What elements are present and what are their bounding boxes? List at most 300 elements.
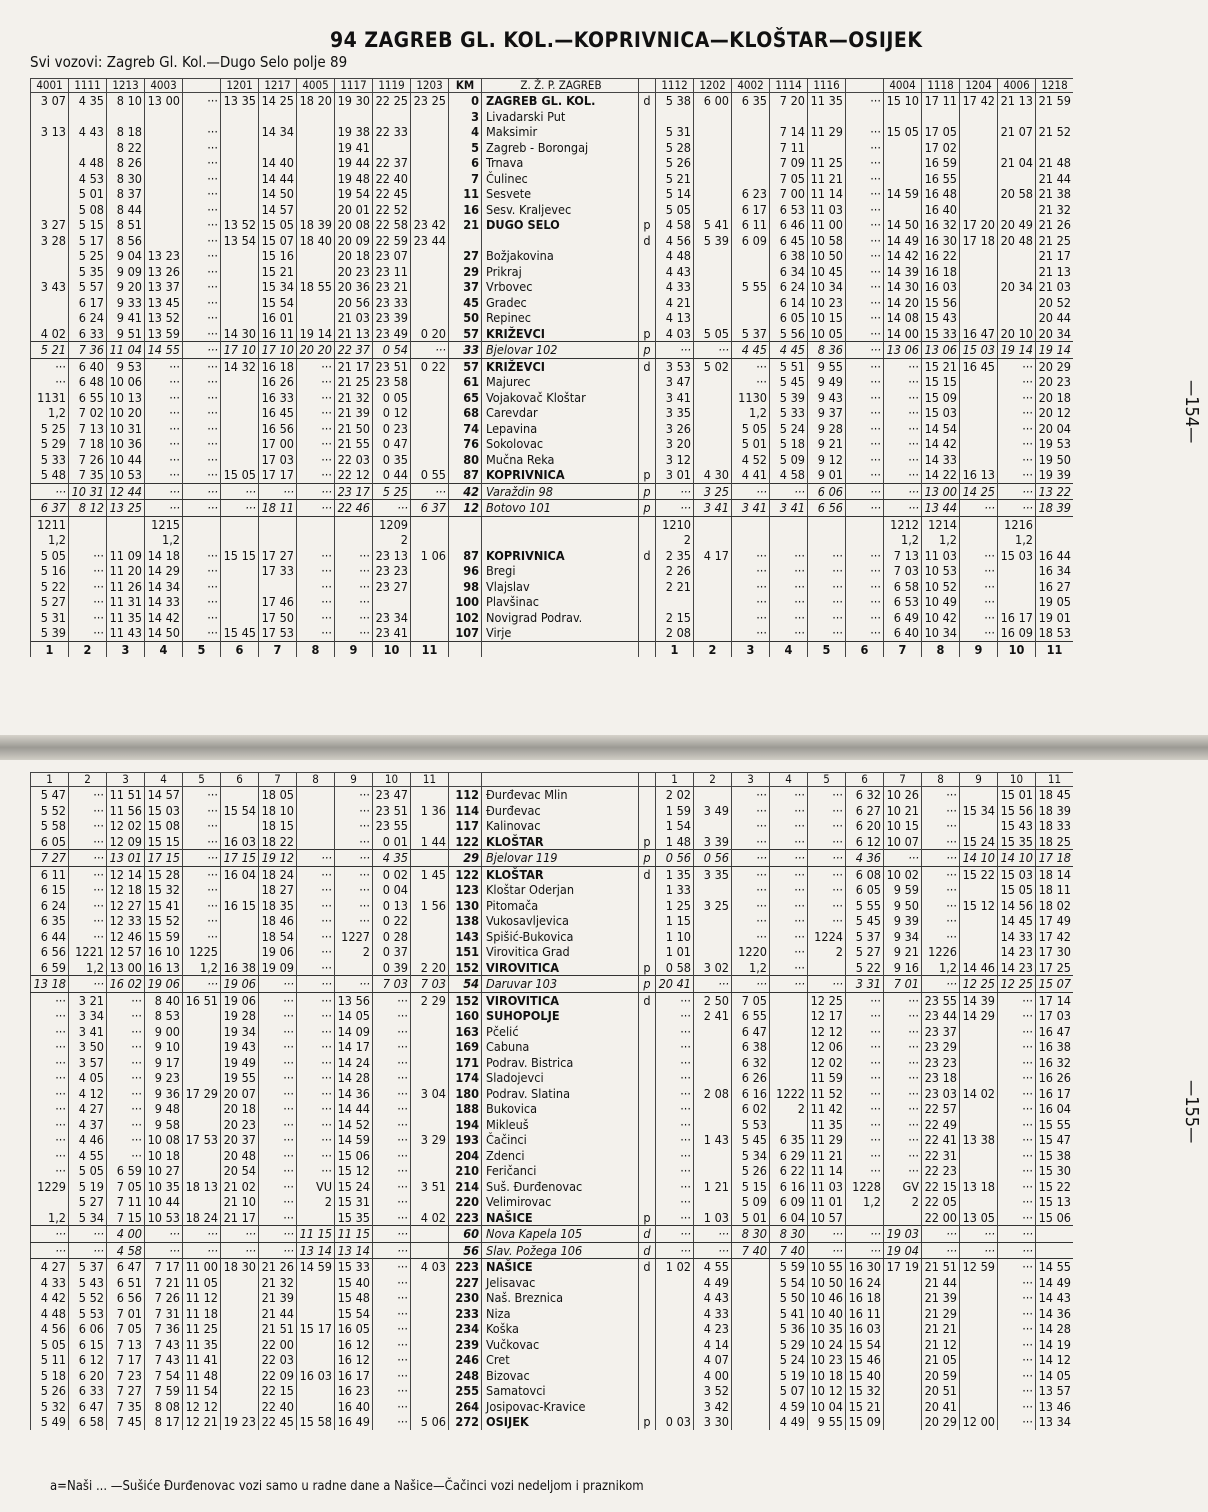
return-time: 14 30 xyxy=(884,279,922,295)
return-time: 11 59 xyxy=(808,1070,846,1086)
km-marker: 163 xyxy=(449,1024,482,1040)
departure-time: 8 10 xyxy=(107,93,145,109)
km-marker: 29 xyxy=(449,264,482,280)
return-time: 15 09 xyxy=(922,390,960,406)
return-time: 9 21 xyxy=(808,436,846,452)
return-time xyxy=(770,1117,808,1133)
station-row xyxy=(31,436,1074,452)
return-time: 17 42 xyxy=(960,93,998,109)
km-marker: 152 xyxy=(449,992,482,1008)
departure-time: 12 57 xyxy=(107,944,145,960)
column-header: 4002 xyxy=(732,79,770,93)
departure-time xyxy=(221,594,259,610)
column-number xyxy=(639,773,656,787)
return-time: 14 42 xyxy=(884,248,922,264)
departure-time: 8 40 xyxy=(145,992,183,1008)
return-time: ··· xyxy=(998,421,1036,437)
departure-time: ··· xyxy=(297,1055,335,1071)
arrival-departure-marker xyxy=(639,1275,656,1291)
departure-time: 16 02 xyxy=(107,976,145,993)
departure-time: ··· xyxy=(335,594,373,610)
return-time: 6 16 xyxy=(770,1179,808,1195)
departure-time: ··· xyxy=(373,1306,411,1322)
return-time: 2 02 xyxy=(656,787,694,803)
departure-time xyxy=(411,1163,449,1179)
return-time xyxy=(960,248,998,264)
return-time: 15 40 xyxy=(846,1368,884,1384)
return-time: ··· xyxy=(884,405,922,421)
departure-time xyxy=(31,202,69,218)
station-name: Mučna Reka xyxy=(482,452,639,468)
departure-time: ··· xyxy=(107,1132,145,1148)
return-time: 15 06 xyxy=(1036,1210,1074,1226)
departure-time: 1,2 xyxy=(145,532,183,548)
departure-time: ··· xyxy=(183,264,221,280)
departure-time: 19 34 xyxy=(221,1024,259,1040)
km-marker: 29 xyxy=(449,850,482,867)
departure-time: 7 13 xyxy=(107,1337,145,1353)
return-time: 5 26 xyxy=(656,155,694,171)
return-time: ··· xyxy=(732,787,770,803)
return-time: 19 05 xyxy=(1036,594,1074,610)
return-time: ··· xyxy=(770,834,808,850)
departure-time xyxy=(221,248,259,264)
departure-time: 20 23 xyxy=(335,264,373,280)
departure-time: ··· xyxy=(69,610,107,626)
departure-time: ··· xyxy=(373,1259,411,1275)
return-time: 20 29 xyxy=(1036,358,1074,374)
departure-time xyxy=(411,248,449,264)
departure-time: 3 27 xyxy=(31,217,69,233)
departure-time xyxy=(145,233,183,249)
departure-time: 19 12 xyxy=(259,850,297,867)
column-header xyxy=(183,79,221,93)
return-time: 21 21 xyxy=(922,1321,960,1337)
return-time xyxy=(1036,140,1074,156)
departure-time: 6 40 xyxy=(69,358,107,374)
departure-time: ··· xyxy=(259,1194,297,1210)
return-time xyxy=(998,264,1036,280)
return-time: 16 24 xyxy=(846,1275,884,1291)
return-time xyxy=(694,610,732,626)
return-time: 16 22 xyxy=(922,248,960,264)
arrival-departure-marker: p xyxy=(639,976,656,993)
departure-time: 7 36 xyxy=(69,342,107,359)
return-time: 10 02 xyxy=(884,866,922,882)
return-time xyxy=(694,171,732,187)
arrival-departure-marker xyxy=(639,1368,656,1384)
return-time: ··· xyxy=(656,992,694,1008)
departure-time: ··· xyxy=(183,787,221,803)
return-time: ··· xyxy=(732,563,770,579)
departure-time: 19 06 xyxy=(259,944,297,960)
return-time: ··· xyxy=(732,818,770,834)
return-time xyxy=(694,124,732,140)
return-time: 5 22 xyxy=(846,960,884,976)
return-time: 16 55 xyxy=(922,171,960,187)
return-time: 6 05 xyxy=(846,882,884,898)
return-time: 3 35 xyxy=(656,405,694,421)
return-time: 21 26 xyxy=(1036,217,1074,233)
departure-time: 15 12 xyxy=(335,1163,373,1179)
return-time: 4 58 xyxy=(656,217,694,233)
departure-time xyxy=(221,1321,259,1337)
arrival-departure-marker xyxy=(639,248,656,264)
departure-time: 18 13 xyxy=(183,1179,221,1195)
return-time: 7 11 xyxy=(770,140,808,156)
departure-time: ··· xyxy=(145,436,183,452)
return-time: 1,2 xyxy=(884,532,922,548)
departure-time: 4 48 xyxy=(69,155,107,171)
departure-time: ··· xyxy=(183,882,221,898)
return-time: 8 36 xyxy=(808,342,846,359)
return-time xyxy=(998,140,1036,156)
return-time: ··· xyxy=(846,248,884,264)
return-time: 2 15 xyxy=(656,610,694,626)
return-time: ··· xyxy=(884,452,922,468)
departure-time: 5 25 xyxy=(373,483,411,500)
departure-time: ··· xyxy=(297,1008,335,1024)
arrival-departure-marker: p xyxy=(639,850,656,867)
return-time: 15 32 xyxy=(846,1383,884,1399)
departure-time: 1209 xyxy=(373,516,411,532)
return-time: ··· xyxy=(998,1368,1036,1384)
return-time xyxy=(656,1337,694,1353)
timetable-upper xyxy=(30,78,1073,657)
departure-time: 13 59 xyxy=(145,326,183,342)
return-time: 9 55 xyxy=(808,1414,846,1430)
departure-time: ··· xyxy=(183,929,221,945)
station-name: Feričanci xyxy=(482,1163,639,1179)
return-time: 21 03 xyxy=(1036,279,1074,295)
column-number: 1 xyxy=(31,641,69,657)
return-time xyxy=(960,390,998,406)
departure-time: ··· xyxy=(183,579,221,595)
departure-time: 19 23 xyxy=(221,1414,259,1430)
departure-time: 13 23 xyxy=(145,248,183,264)
departure-time: 7 01 xyxy=(107,1306,145,1322)
departure-time xyxy=(411,109,449,125)
station-name: Vojakovač Kloštar xyxy=(482,390,639,406)
return-time: 14 49 xyxy=(884,233,922,249)
departure-time: 16 12 xyxy=(335,1337,373,1353)
station-name xyxy=(482,233,639,249)
departure-time: 16 33 xyxy=(259,390,297,406)
return-time: 5 45 xyxy=(770,374,808,390)
departure-time: 7 43 xyxy=(145,1352,183,1368)
departure-time: 13 54 xyxy=(221,233,259,249)
departure-time: ··· xyxy=(107,1024,145,1040)
return-time: 5 37 xyxy=(732,326,770,342)
departure-time xyxy=(221,929,259,945)
departure-time: 7 23 xyxy=(107,1368,145,1384)
departure-time: 23 25 xyxy=(411,93,449,109)
return-time: 6 58 xyxy=(884,579,922,595)
return-time xyxy=(808,532,846,548)
arrival-departure-marker xyxy=(639,295,656,311)
return-time: 14 45 xyxy=(998,913,1036,929)
departure-time: 1211 xyxy=(31,516,69,532)
arrival-departure-marker xyxy=(639,186,656,202)
return-time: ··· xyxy=(884,1117,922,1133)
arrival-departure-marker xyxy=(639,1383,656,1399)
departure-time xyxy=(221,787,259,803)
departure-time: ··· xyxy=(335,976,373,993)
column-number: 8 xyxy=(297,773,335,787)
departure-time: 6 24 xyxy=(69,310,107,326)
return-time xyxy=(732,295,770,311)
return-time: 11 21 xyxy=(808,1148,846,1164)
departure-time xyxy=(335,109,373,125)
return-time: ··· xyxy=(846,1055,884,1071)
station-name: Velimirovac xyxy=(482,1194,639,1210)
departure-time: 14 18 xyxy=(145,548,183,564)
return-time xyxy=(732,516,770,532)
return-time xyxy=(960,1383,998,1399)
departure-time: 6 15 xyxy=(69,1337,107,1353)
return-time: 16 34 xyxy=(1036,563,1074,579)
departure-time: 6 24 xyxy=(31,898,69,914)
departure-time: ··· xyxy=(297,960,335,976)
return-time: 15 21 xyxy=(846,1399,884,1415)
return-time: ··· xyxy=(998,1337,1036,1353)
departure-time xyxy=(297,124,335,140)
return-time: ··· xyxy=(846,436,884,452)
return-time: 16 27 xyxy=(1036,579,1074,595)
station-row xyxy=(31,625,1074,641)
departure-time: 5 18 xyxy=(31,1368,69,1384)
departure-time: ··· xyxy=(335,548,373,564)
return-time xyxy=(694,1163,732,1179)
departure-time xyxy=(411,787,449,803)
return-time: 6 32 xyxy=(846,787,884,803)
station-row xyxy=(31,1148,1074,1164)
return-time xyxy=(960,532,998,548)
column-number: 1 xyxy=(656,773,694,787)
station-name: VIROVITICA xyxy=(482,960,639,976)
departure-time: 4 37 xyxy=(69,1117,107,1133)
departure-time: 5 17 xyxy=(69,233,107,249)
km-marker: 234 xyxy=(449,1321,482,1337)
return-time: 23 23 xyxy=(922,1055,960,1071)
return-time: ··· xyxy=(922,1226,960,1243)
departure-time: 14 59 xyxy=(297,1259,335,1275)
return-time: 18 39 xyxy=(1036,803,1074,819)
return-time: 10 26 xyxy=(884,787,922,803)
return-time: 21 04 xyxy=(998,155,1036,171)
departure-time: ··· xyxy=(69,898,107,914)
station-row xyxy=(31,452,1074,468)
return-time: 11 00 xyxy=(808,217,846,233)
departure-time: 14 30 xyxy=(221,326,259,342)
departure-time: 20 54 xyxy=(221,1163,259,1179)
departure-time: 13 18 xyxy=(31,976,69,993)
return-time: ··· xyxy=(656,1132,694,1148)
departure-time: 12 27 xyxy=(107,898,145,914)
return-time: 8 30 xyxy=(770,1226,808,1243)
departure-time: 11 35 xyxy=(107,610,145,626)
return-time: 21 12 xyxy=(922,1337,960,1353)
departure-time: ··· xyxy=(259,1086,297,1102)
departure-time: 12 02 xyxy=(107,818,145,834)
return-time: ··· xyxy=(846,405,884,421)
departure-time: ··· xyxy=(411,483,449,500)
station-name: NAŠICE xyxy=(482,1210,639,1226)
return-time: 16 47 xyxy=(1036,1024,1074,1040)
station-row xyxy=(31,217,1074,233)
station-row xyxy=(31,1275,1074,1291)
return-time: 1 59 xyxy=(656,803,694,819)
departure-time: 6 44 xyxy=(31,929,69,945)
departure-time xyxy=(411,1352,449,1368)
return-time: 9 39 xyxy=(884,913,922,929)
return-time: 15 10 xyxy=(884,93,922,109)
departure-time: ··· xyxy=(259,1024,297,1040)
return-time: ··· xyxy=(846,1086,884,1102)
return-time xyxy=(884,1399,922,1415)
return-time: 15 30 xyxy=(1036,1163,1074,1179)
arrival-departure-marker xyxy=(639,787,656,803)
departure-time: 1,2 xyxy=(31,1210,69,1226)
km-marker: 204 xyxy=(449,1148,482,1164)
station-row xyxy=(31,390,1074,406)
departure-time: ··· xyxy=(259,1210,297,1226)
column-header: 1112 xyxy=(656,79,694,93)
return-time: 5 15 xyxy=(732,1179,770,1195)
return-time: 20 49 xyxy=(998,217,1036,233)
return-time: 1224 xyxy=(808,929,846,945)
return-time: 15 03 xyxy=(998,548,1036,564)
return-time: 1 25 xyxy=(656,898,694,914)
return-time xyxy=(960,452,998,468)
departure-time: 5 33 xyxy=(31,452,69,468)
departure-time: ··· xyxy=(259,992,297,1008)
return-time: 14 10 xyxy=(960,850,998,867)
arrival-departure-marker: p xyxy=(639,834,656,850)
departure-time xyxy=(145,155,183,171)
km-marker: 180 xyxy=(449,1086,482,1102)
return-time xyxy=(960,1399,998,1415)
return-time: 4 33 xyxy=(656,279,694,295)
return-time xyxy=(656,1321,694,1337)
departure-time: ··· xyxy=(297,882,335,898)
departure-time: 5 58 xyxy=(31,818,69,834)
return-time xyxy=(960,202,998,218)
departure-time: 19 30 xyxy=(335,93,373,109)
return-time: 5 51 xyxy=(770,358,808,374)
departure-time: ··· xyxy=(183,342,221,359)
departure-time: 14 28 xyxy=(335,1070,373,1086)
km-marker: 50 xyxy=(449,310,482,326)
return-time: 3 31 xyxy=(846,976,884,993)
column-number: 6 xyxy=(221,641,259,657)
return-time: ··· xyxy=(998,1008,1036,1024)
departure-time: ··· xyxy=(373,1179,411,1195)
return-time: ··· xyxy=(884,1055,922,1071)
station-row xyxy=(31,1070,1074,1086)
return-time xyxy=(1036,516,1074,532)
return-time: ··· xyxy=(732,579,770,595)
return-time: 11 01 xyxy=(808,1194,846,1210)
departure-time xyxy=(373,109,411,125)
lower-header-row xyxy=(31,773,1074,787)
return-time: ··· xyxy=(998,1055,1036,1071)
return-time xyxy=(694,1101,732,1117)
departure-time: ··· xyxy=(69,976,107,993)
return-time: ··· xyxy=(922,898,960,914)
departure-time: ··· xyxy=(183,436,221,452)
station-name: Bjelovar 119 xyxy=(482,850,639,867)
return-time: 5 50 xyxy=(770,1290,808,1306)
departure-time: ··· xyxy=(183,1242,221,1259)
return-time: 13 05 xyxy=(960,1210,998,1226)
departure-time: 13 52 xyxy=(145,310,183,326)
return-time: 13 44 xyxy=(922,500,960,517)
departure-time: ··· xyxy=(373,1163,411,1179)
arrival-departure-marker xyxy=(639,279,656,295)
departure-time: ··· xyxy=(335,610,373,626)
return-time: 6 34 xyxy=(770,264,808,280)
return-time: 4 48 xyxy=(656,248,694,264)
arrival-departure-marker xyxy=(639,1179,656,1195)
arrival-departure-marker xyxy=(639,532,656,548)
departure-time: 14 50 xyxy=(145,625,183,641)
return-time: ··· xyxy=(998,1132,1036,1148)
departure-time: 23 11 xyxy=(373,264,411,280)
departure-time: 4 55 xyxy=(69,1148,107,1164)
return-time: 1,2 xyxy=(922,532,960,548)
station-name: Zdenci xyxy=(482,1148,639,1164)
return-time: 20 29 xyxy=(922,1414,960,1430)
km-marker: 57 xyxy=(449,326,482,342)
return-time: 10 53 xyxy=(922,563,960,579)
departure-time: ··· xyxy=(373,1117,411,1133)
departure-time: 7 27 xyxy=(31,850,69,867)
arrival-departure-marker: p xyxy=(639,500,656,517)
departure-time: 21 39 xyxy=(259,1290,297,1306)
return-time: 3 52 xyxy=(694,1383,732,1399)
arrival-departure-marker xyxy=(639,109,656,125)
return-time: ··· xyxy=(656,1055,694,1071)
return-time: 4 59 xyxy=(770,1399,808,1415)
arrival-departure-marker: p xyxy=(639,467,656,483)
departure-time: 15 40 xyxy=(335,1275,373,1291)
return-time xyxy=(884,155,922,171)
return-time: ··· xyxy=(922,882,960,898)
station-row xyxy=(31,1337,1074,1353)
return-time: 6 11 xyxy=(732,217,770,233)
station-row xyxy=(31,944,1074,960)
departure-time: 14 36 xyxy=(335,1086,373,1102)
departure-time: ··· xyxy=(297,1163,335,1179)
departure-time: 16 49 xyxy=(335,1414,373,1430)
departure-time: ··· xyxy=(297,1070,335,1086)
return-time: ··· xyxy=(770,929,808,945)
departure-time: 6 47 xyxy=(107,1259,145,1275)
departure-time: 23 07 xyxy=(373,248,411,264)
departure-time: 22 46 xyxy=(335,500,373,517)
return-time: 14 49 xyxy=(1036,1275,1074,1291)
departure-time: 3 34 xyxy=(69,1008,107,1024)
return-time: 15 24 xyxy=(960,834,998,850)
return-time: ··· xyxy=(960,563,998,579)
departure-time: 19 06 xyxy=(221,976,259,993)
station-row xyxy=(31,548,1074,564)
departure-time: 5 52 xyxy=(31,803,69,819)
departure-time xyxy=(297,1337,335,1353)
departure-time xyxy=(69,532,107,548)
arrival-departure-marker xyxy=(639,1039,656,1055)
